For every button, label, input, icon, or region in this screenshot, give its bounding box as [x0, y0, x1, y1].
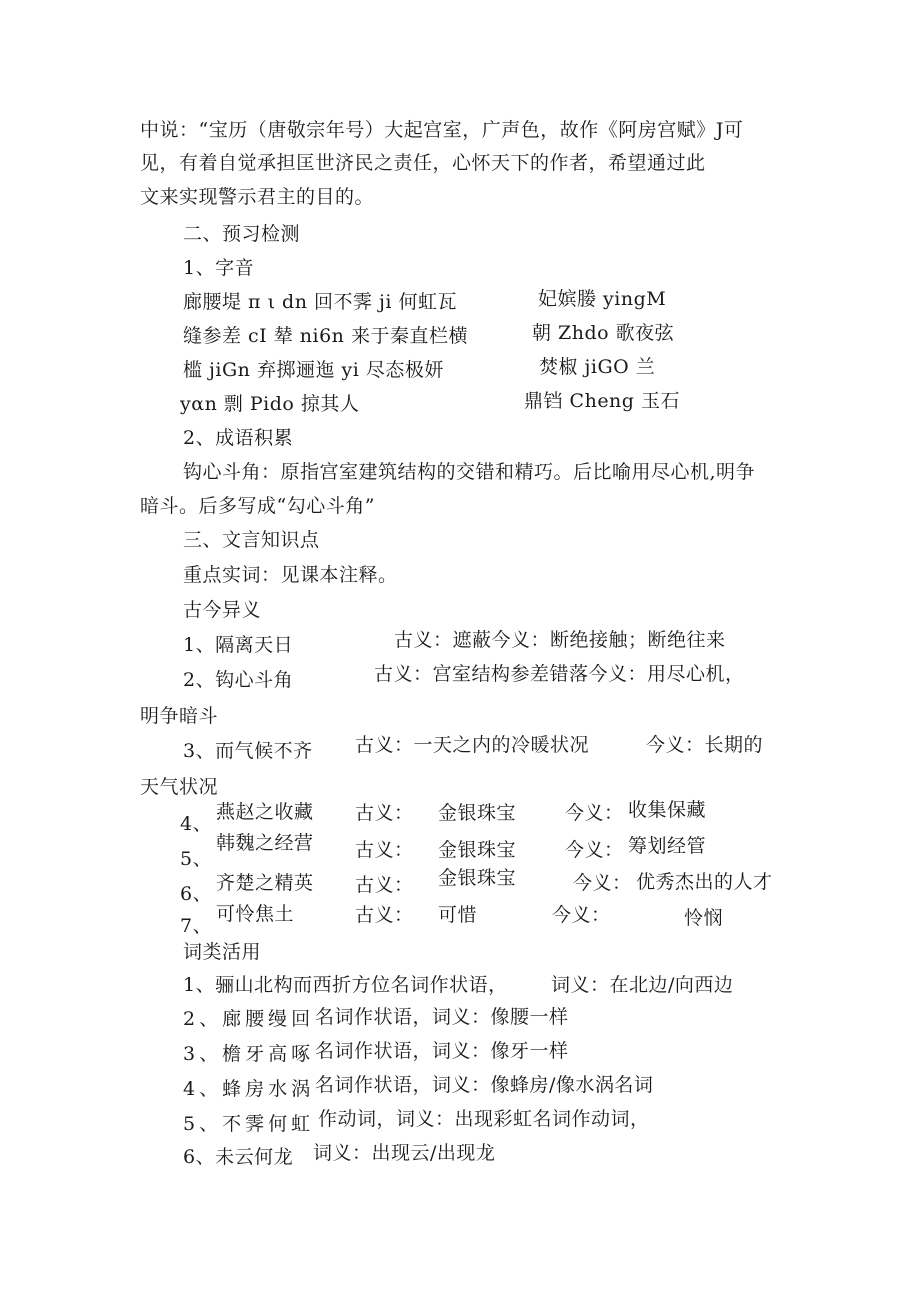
cilei-1-a: 1、骊山北构而西折方位名词作状语，	[183, 974, 508, 996]
cilei-5-a: 5、不霁何虹	[183, 1113, 315, 1135]
gujin-gloss2-3: 今义：长期的	[646, 734, 764, 756]
row-7-gu: 古义：	[355, 904, 414, 926]
cilei-3-b: 名词作状语，词义：像牙一样	[315, 1040, 569, 1062]
row-6-jin: 今义：	[573, 872, 632, 894]
cilei-1-b: 词义：在北边/向西边	[551, 974, 734, 996]
key-words-line: 重点实词：见课本注释。	[183, 564, 398, 586]
idiom-heading: 2、成语积累	[183, 427, 294, 449]
row-5-jin-val: 筹划经管	[628, 835, 707, 857]
row-6-num: 6、	[180, 883, 213, 905]
cilei-2-b: 名词作状语，词义：像腰一样	[315, 1006, 569, 1028]
row-7-jin: 今义：	[552, 904, 611, 926]
cilei-6-b: 词义：出现云/出现龙	[313, 1142, 496, 1164]
cilei-6-a: 6、未云何龙	[183, 1146, 294, 1168]
gujin-term-2: 2、钩心斗角	[183, 669, 294, 691]
intro-line-1: 中说：“宝历（唐敬宗年号）大起宫室，广声色，故作《阿房宫赋》J可	[140, 119, 744, 141]
pronunciation-left-3: 槛 jiGn 弃掷逦迤 yi 尽态极妍	[183, 359, 444, 381]
section-heading-preview: 二、预习检测	[183, 223, 301, 245]
cilei-4-a: 4、蜂房水涡	[183, 1078, 315, 1100]
section-heading-classical: 三、文言知识点	[183, 529, 320, 551]
gujin-term-3: 3、而气候不齐	[183, 740, 313, 762]
pronunciation-heading: 1、字音	[183, 257, 255, 279]
row-7-term: 可怜焦土	[216, 903, 295, 925]
cilei-4-b: 名词作状语，词义：像蜂房/像水涡名词	[315, 1074, 654, 1096]
intro-line-2: 见，有着自觉承担匡世济民之责任，心怀天下的作者，希望通过此	[140, 152, 706, 174]
pronunciation-left-1: 廊腰堤 π ι dn 回不霁 ji 何虹瓦	[183, 291, 458, 313]
row-7-gu-val: 可惜	[438, 904, 478, 926]
gujin-gloss-3: 古义：一天之内的冷暖状况	[355, 734, 590, 756]
row-4-term: 燕赵之收藏	[216, 801, 314, 823]
pronunciation-right-1: 妃嫔媵 yingM	[538, 288, 667, 310]
row-4-jin: 今义：	[565, 802, 624, 824]
row-7-jin-val: 怜悯	[684, 907, 724, 929]
idiom-line-1: 钩心斗角：原指宫室建筑结构的交错和精巧。后比喻用尽心机,明争	[183, 461, 756, 483]
row-4-jin-val: 收集保藏	[628, 799, 707, 821]
idiom-line-2: 暗斗。后多写成“勾心斗角”	[140, 495, 375, 517]
row-7-num: 7、	[180, 915, 213, 937]
cilei-heading: 词类活用	[183, 941, 262, 963]
gujin-heading: 古今异义	[183, 599, 262, 621]
pronunciation-right-2: 朝 Zhdo 歌夜弦	[532, 322, 675, 344]
gujin-term-1: 1、隔离天日	[183, 634, 294, 656]
gujin-cont-2: 明争暗斗	[140, 705, 219, 727]
row-5-num: 5、	[180, 848, 213, 870]
row-5-gu-val: 金银珠宝	[438, 839, 517, 861]
row-4-gu: 古义：	[355, 802, 414, 824]
pronunciation-left-2: 缝参差 cI 辇 ni6n 来于秦直栏横	[183, 325, 468, 347]
row-5-jin: 今义：	[565, 839, 624, 861]
row-4-num: 4、	[180, 813, 213, 835]
gujin-cont-3: 天气状况	[140, 776, 219, 798]
row-6-gu: 古义：	[355, 874, 414, 896]
row-5-term: 韩魏之经营	[216, 832, 314, 854]
gujin-gloss-1: 古义：遮蔽今义：断绝接触；断绝往来	[394, 629, 726, 651]
cilei-2-a: 2、廊腰缦回	[183, 1008, 315, 1030]
row-6-gu-val: 金银珠宝	[438, 867, 517, 889]
cilei-3-a: 3、檐牙高啄	[183, 1043, 315, 1065]
row-6-jin-val: 优秀杰出的人才	[636, 871, 773, 893]
row-4-gu-val: 金银珠宝	[438, 802, 517, 824]
cilei-5-b: 作动词，词义：出现彩虹名词作动词，	[318, 1108, 650, 1130]
intro-line-3: 文来实现警示君主的目的。	[140, 186, 375, 208]
gujin-gloss-2: 古义：宫室结构参差错落今义：用尽心机，	[374, 663, 745, 685]
pronunciation-right-4: 鼎铛 Cheng 玉石	[524, 390, 680, 412]
pronunciation-right-3: 焚椒 jiGO 兰	[539, 356, 656, 378]
row-6-term: 齐楚之精英	[216, 872, 314, 894]
pronunciation-left-4: yαn 剽 Pido 掠其人	[180, 393, 360, 415]
row-5-gu: 古义：	[355, 839, 414, 861]
